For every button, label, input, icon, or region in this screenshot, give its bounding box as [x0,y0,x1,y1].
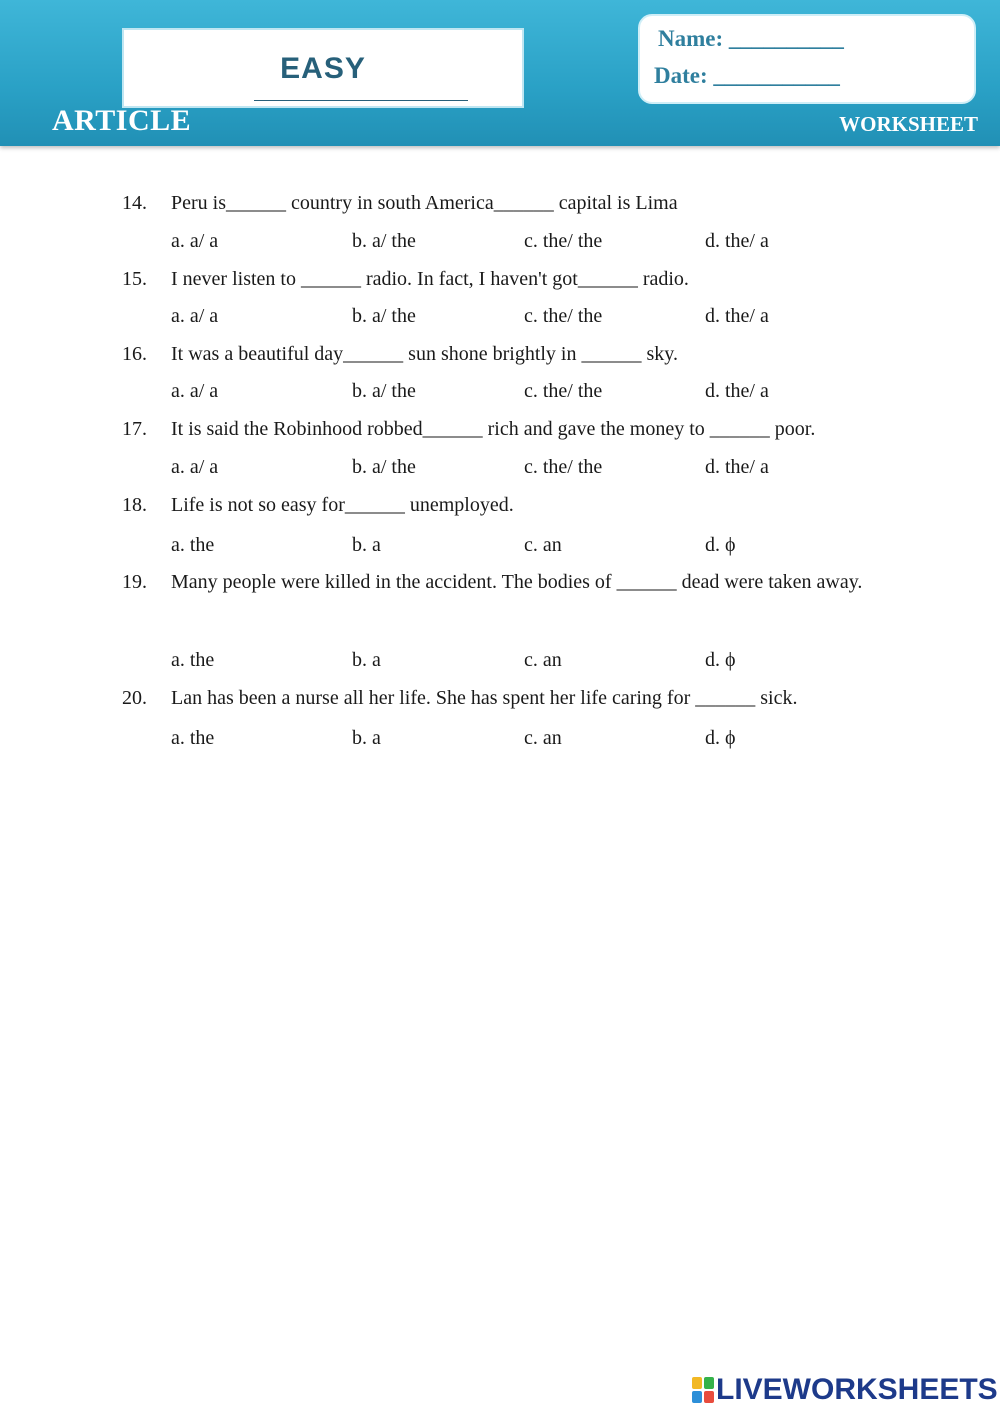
name-field[interactable]: Name: __________ [658,26,844,51]
option-c[interactable]: c. an [524,534,562,556]
liveworksheets-logo[interactable] [692,1374,998,1406]
option-c[interactable]: c. the/ the [524,380,603,402]
option-b[interactable]: b. a [352,727,381,749]
student-info-box [638,14,976,104]
option-d[interactable]: d. ϕ [705,649,736,671]
option-b[interactable]: b. a/ the [352,456,416,478]
option-b[interactable]: b. a/ the [352,380,416,402]
option-c[interactable]: c. the/ the [524,305,603,327]
date-field[interactable]: Date: ___________ [654,63,840,88]
level-underline [254,100,468,101]
option-c[interactable]: c. an [524,727,562,749]
logo-square-green [704,1377,714,1389]
option-d[interactable]: d. the/ a [705,380,769,402]
option-a[interactable]: a. a/ a [171,456,219,478]
question-number: 14. [122,192,147,214]
question-text: It was a beautiful day______ sun shone brightly in ______ sky. [171,343,678,365]
option-a[interactable]: a. the [171,649,215,671]
option-a[interactable]: a. a/ a [171,305,219,327]
option-b[interactable]: b. a [352,534,381,556]
question-text: Many people were killed in the accident. The bodies of ______ dead were taken away. [171,571,863,593]
question-number: 17. [122,418,147,440]
option-b[interactable]: b. a/ the [352,230,416,252]
option-b[interactable]: b. a [352,649,381,671]
option-d[interactable]: d. ϕ [705,727,736,749]
liveworksheets-icon [692,1377,714,1403]
option-c[interactable]: c. the/ the [524,230,603,252]
header-banner [0,0,1000,146]
worksheet-topic: ARTICLE [52,104,192,137]
question-text: I never listen to ______ radio. In fact, I haven't got______ radio. [171,268,689,290]
question-number: 20. [122,687,147,709]
option-d[interactable]: d. ϕ [705,534,736,556]
question-text: It is said the Robinhood robbed______ rich and gave the money to ______ poor. [171,418,816,440]
option-c[interactable]: c. an [524,649,562,671]
option-a[interactable]: a. the [171,534,215,556]
option-c[interactable]: c. the/ the [524,456,603,478]
question-text: Peru is______ country in south America______ capital is Lima [171,192,678,214]
option-a[interactable]: a. the [171,727,215,749]
logo-square-blue [692,1391,702,1403]
question-text: Life is not so easy for______ unemployed. [171,494,514,516]
option-d[interactable]: d. the/ a [705,305,769,327]
option-a[interactable]: a. a/ a [171,230,219,252]
logo-square-red [704,1391,714,1403]
question-number: 18. [122,494,147,516]
worksheet-label: WORKSHEET [839,112,978,136]
logo-square-yellow [692,1377,702,1389]
option-d[interactable]: d. the/ a [705,456,769,478]
option-b[interactable]: b. a/ the [352,305,416,327]
question-number: 19. [122,571,147,593]
question-number: 16. [122,343,147,365]
logo-text: LIVEWORKSHEETS [716,1373,998,1406]
level-box [122,28,524,108]
question-text: Lan has been a nurse all her life. She has spent her life caring for ______ sick. [171,687,798,709]
question-number: 15. [122,268,147,290]
option-a[interactable]: a. a/ a [171,380,219,402]
level-label: EASY [280,52,366,85]
option-d[interactable]: d. the/ a [705,230,769,252]
